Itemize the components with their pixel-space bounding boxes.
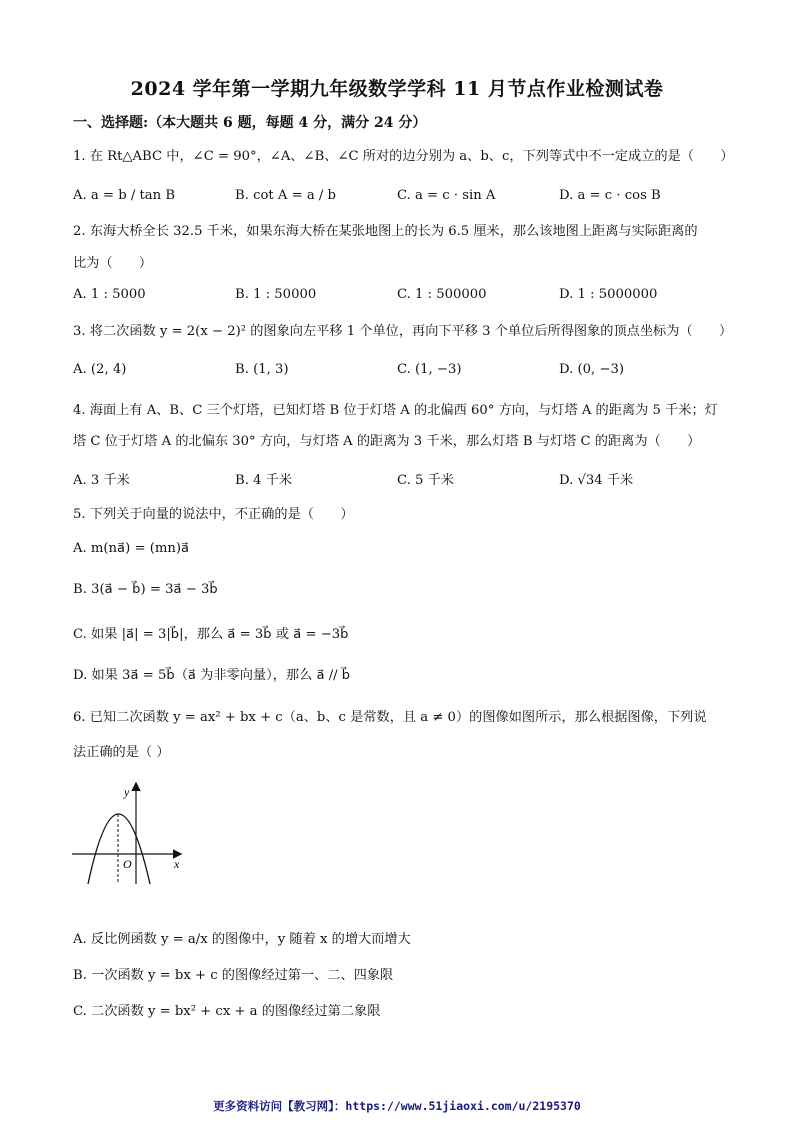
q5-option-b: B. 3(a⃗ − b⃗) = 3a⃗ − 3b⃗ bbox=[73, 582, 218, 597]
origin-label: O bbox=[123, 857, 132, 871]
page-title: 2024 学年第一学期九年级数学学科 11 月节点作业检测试卷 bbox=[130, 78, 664, 100]
q3-option-c: C. (1, −3) bbox=[397, 362, 462, 377]
q1-option-b: B. cot A = a / b bbox=[235, 188, 336, 203]
q4-option-a: A. 3 千米 bbox=[73, 473, 130, 488]
q2-option-d: D. 1 : 5000000 bbox=[559, 287, 658, 302]
q5-option-c: C. 如果 |a⃗| = 3|b⃗|，那么 a⃗ = 3b⃗ 或 a⃗ = −3b⃗ bbox=[73, 627, 349, 642]
q5-option-a: A. m(na⃗) = (mn)a⃗ bbox=[73, 541, 190, 556]
question-6-options bbox=[73, 928, 411, 1036]
question-6-line-1: 6. 已知二次函数 y = ax² + bx + c（a、b、c 是常数，且 a ≠ 0）的图像如图所示，那么根据图像，下列说 bbox=[73, 710, 707, 725]
q6-option-b: B. 一次函数 y = bx + c 的图像经过第一、二、四象限 bbox=[73, 968, 394, 983]
question-5: 5. 下列关于向量的说法中，不正确的是（ ） bbox=[73, 507, 354, 522]
q6-option-a: A. 反比例函数 y = a/x 的图像中，y 随着 x 的增大而增大 bbox=[73, 932, 411, 947]
question-5-options bbox=[73, 541, 350, 705]
question-6-line-2: 法正确的是（ ） bbox=[73, 745, 170, 760]
question-4-line-2: 塔 C 位于灯塔 A 的北偏东 30° 方向，与灯塔 A 的距离为 3 千米，那么灯塔 B 与灯塔 C 的距离为（ ） bbox=[73, 434, 701, 449]
question-2-line-2: 比为（ ） bbox=[73, 256, 153, 271]
q3-option-b: B. (1, 3) bbox=[235, 362, 289, 377]
q4-option-c: C. 5 千米 bbox=[397, 473, 454, 488]
question-3: 3. 将二次函数 y = 2(x − 2)² 的图象向左平移 1 个单位，再向下平移 3 个单位后所得图象的顶点坐标为（ ） bbox=[73, 324, 733, 339]
section-heading: 一、选择题:（本大题共 6 题，每题 4 分，满分 24 分） bbox=[73, 115, 427, 131]
q3-option-d: D. (0, −3) bbox=[559, 362, 624, 377]
question-1: 1. 在 Rt△ABC 中，∠C = 90°，∠A、∠B、∠C 所对的边分别为 a、b、c，下列等式中不一定成立的是（ ） bbox=[73, 149, 734, 164]
y-axis-label: y bbox=[124, 785, 130, 799]
q3-option-a: A. (2, 4) bbox=[73, 362, 127, 377]
question-2-options bbox=[73, 287, 733, 302]
q1-option-d: D. a = c · cos B bbox=[559, 188, 661, 203]
question-4-line-1: 4. 海面上有 A、B、C 三个灯塔，已知灯塔 B 位于灯塔 A 的北偏西 60° 方向，与灯塔 A 的距离为 5 千米；灯 bbox=[73, 403, 718, 418]
q2-option-c: C. 1 : 500000 bbox=[397, 287, 487, 302]
question-3-options bbox=[73, 362, 733, 377]
question-4-options bbox=[73, 469, 733, 488]
parabola-curve bbox=[88, 814, 150, 884]
question-1-options bbox=[73, 188, 733, 203]
q2-option-b: B. 1 : 50000 bbox=[235, 287, 317, 302]
q4-option-b: B. 4 千米 bbox=[235, 473, 293, 488]
question-2-line-1: 2. 东海大桥全长 32.5 千米，如果东海大桥在某张地图上的长为 6.5 厘米，那么该地图上距离与实际距离的 bbox=[73, 224, 698, 239]
q2-option-a: A. 1 : 5000 bbox=[73, 287, 146, 302]
q6-option-c: C. 二次函数 y = bx² + cx + a 的图像经过第二象限 bbox=[73, 1004, 381, 1019]
q1-option-c: C. a = c · sin A bbox=[397, 188, 496, 203]
parabola-graph bbox=[68, 778, 188, 888]
footer-link[interactable]: 更多资料访问【教习网】：https://www.51jiaoxi.com/u/2195370 bbox=[213, 1099, 581, 1113]
q5-option-d: D. 如果 3a⃗ = 5b⃗（a⃗ 为非零向量），那么 a⃗ // b⃗ bbox=[73, 668, 351, 683]
x-axis-label: x bbox=[174, 857, 180, 871]
q1-option-a: A. a = b / tan B bbox=[73, 188, 176, 203]
q4-option-d: D. √34 千米 bbox=[559, 473, 634, 488]
